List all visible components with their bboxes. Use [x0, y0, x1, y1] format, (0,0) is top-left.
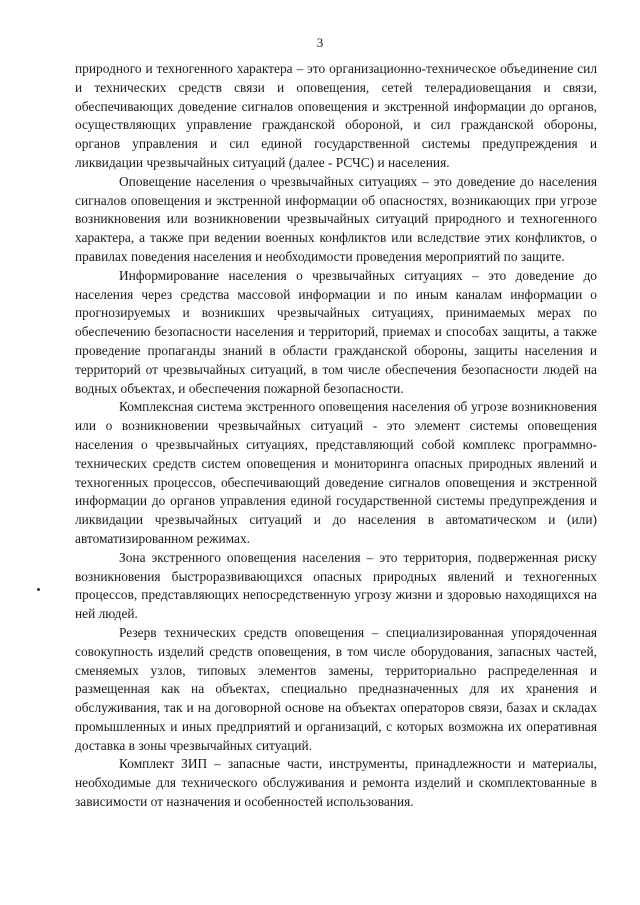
paragraph-complex-system-definition: Комплексная система экстренного оповещения населения об угрозе возникновения или о возникновении чрезвычайных ситуаций - это элемент системы оповещения населения о чрезвычайных ситуациях, представляющий собой комплекс программно-технических средств систем оповещения и мониторинга опасных природных явлений и техногенных процессов, обеспечивающий доведение сигналов оповещения и экстренной информации до органов управления единой государственной системы предупреждения и ликвидации чрезвычайных ситуаций и до населения в автоматическом и (или) автоматизированном режимах. [75, 399, 597, 546]
document-body [75, 60, 597, 812]
paragraph-zip-kit-definition: Комплект ЗИП – запасные части, инструменты, принадлежности и материалы, необходимые для технического обслуживания и ремонта изделий и скомплектованные в зависимости от назначения и особенностей использования. [75, 756, 597, 810]
paragraph-notification-definition: Оповещение населения о чрезвычайных ситуациях – это доведение до населения сигналов оповещения и экстренной информации об опасностях, возникающих при угрозе возникновения или возникновении чрезвычайных ситуаций природного и техногенного характера, а также при ведении военных конфликтов или вследствие этих конфликтов, о правилах поведения населения и необходимости проведения мероприятий по защите. [75, 173, 597, 264]
page-number: 3 [316, 35, 324, 50]
scan-dot-mark [37, 588, 40, 591]
paragraph-reserve-definition: Резерв технических средств оповещения – специализированная упорядоченная совокупность изделий средств оповещения, в том числе оборудования, запасных частей, сменяемых узлов, типовых элементов замены, территориально распределенная и размещенная как на объектах, специально предназначенных для их хранения и обслуживания, так и на договорной основе на объектах операторов связи, базах и складах промышленных и иных предприятий и организаций, с которых возможна их оперативная доставка в зоны чрезвычайных ситуаций. [75, 624, 597, 753]
paragraph-continuation: природного и техногенного характера – это организационно-техническое объединение сил и технических средств связи и оповещения, сетей телерадиовещания и связи, обеспечивающих доведение сигналов оповещения и экстренной информации до органов, осуществляющих управление гражданской обороной, и сил гражданской обороны, органов управления и сил единой государственной системы предупреждения и ликвидации чрезвычайных ситуаций (далее - РСЧС) и населения. [75, 61, 597, 170]
paragraph-emergency-zone-definition: Зона экстренного оповещения населения – это территория, подверженная риску возникновения быстроразвивающихся опасных природных явлений и техногенных процессов, представляющих непосредственную угрозу жизни и здоровью находящихся на ней людей. [75, 549, 597, 622]
paragraph-informing-definition: Информирование населения о чрезвычайных ситуациях – это доведение до населения через средства массовой информации и по иным каналам информации о прогнозируемых и возникших чрезвычайных ситуациях, принимаемых мерах по обеспечению безопасности населения и территорий, приемах и способах защиты, а также проведение пропаганды знаний в области гражданской обороны, защиты населения и территорий от чрезвычайных ситуаций, в том числе обеспечения безопасности людей на водных объектах, и обеспечения пожарной безопасности. [75, 267, 597, 396]
